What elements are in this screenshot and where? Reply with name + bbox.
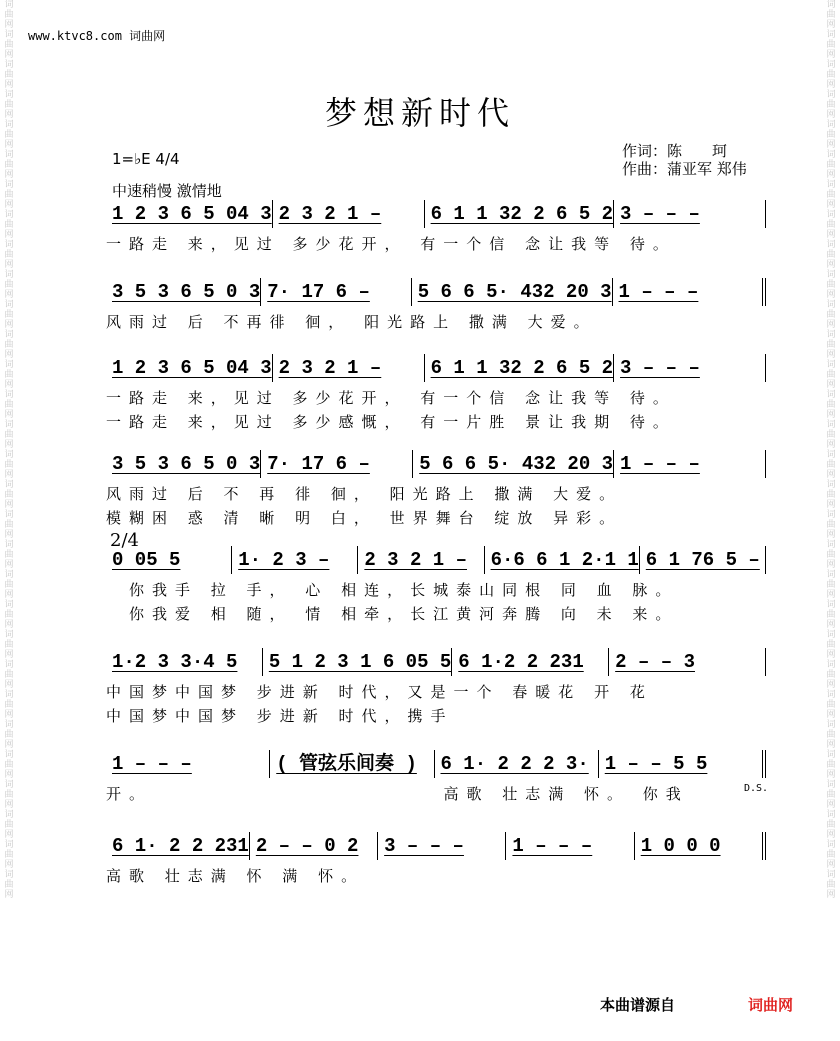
measure: 2 – – 0 2 [250, 832, 378, 860]
measure: 3 5 3 6 5 0 3 [106, 278, 261, 306]
measure: 5 6 6 5· 432 20 3 [413, 450, 614, 478]
measure: 1 – – – [506, 832, 634, 860]
composer: 作曲：蒲亚军 郑伟 [622, 160, 747, 178]
key-signature: 1=♭E 4/4 [112, 150, 180, 168]
staff-row [106, 200, 766, 228]
measure: 6 1· 2 2 2 3· [435, 750, 599, 778]
lyric-line: 开。 高歌 壮志满 怀。 你我 [106, 785, 689, 803]
measure: 6 1 1 32 2 6 5 2 [425, 354, 614, 382]
lyric-line: 一路走 来，见过 多少花开， 有一个信 念让我等 待。 [106, 389, 676, 407]
measure: 2 3 2 1 – [273, 354, 425, 382]
time-signature-change: 2/4 [110, 530, 139, 551]
staff-row [106, 354, 766, 382]
staff-row [106, 750, 766, 778]
measure: 3 5 3 6 5 0 3 [106, 450, 261, 478]
staff-row [106, 832, 766, 860]
lyric-line: 模糊困 惑 清 晰 明 白， 世界舞台 绽放 异彩。 [106, 509, 623, 527]
measure: 1· 2 3 – [232, 546, 358, 574]
measure: 6 1 76 5 – [640, 546, 766, 574]
measure: 3 – – – [614, 200, 766, 228]
staff-row [106, 450, 766, 478]
measure: 5 6 6 5· 432 20 3 [412, 278, 613, 306]
measure: 1 0 0 0 [635, 832, 766, 860]
measure: 3 – – – [378, 832, 506, 860]
measure: 5 1 2 3 1 6 05 5 [263, 648, 452, 676]
lyricist: 作词：陈 珂 [622, 142, 728, 160]
footer-brand: 词曲网 [748, 996, 794, 1014]
measure: 1·2 3 3·4 5 [106, 648, 263, 676]
lyric-line: 高歌 壮志满 怀 满 怀。 [106, 867, 365, 885]
measure: 6 1 1 32 2 6 5 2 [425, 200, 614, 228]
site-header: www.ktvc8.com 词曲网 [28, 29, 166, 43]
measure: 1 2 3 6 5 04 3 [106, 200, 273, 228]
measure: 1 – – – [106, 750, 270, 778]
lyric-line: 一路走 来，见过 多少感慨， 有一片胜 景让我期 待。 [106, 413, 676, 431]
measure: 7· 17 6 – [261, 450, 413, 478]
measure: 1 – – – [613, 278, 766, 306]
measure: 6·6 6 1 2·1 1 [485, 546, 640, 574]
measure: 2 3 2 1 – [358, 546, 484, 574]
footer-source: 本曲谱源自 [600, 996, 676, 1014]
watermark-left: 词曲网词曲网词曲网词曲网词曲网词曲网词曲网词曲网词曲网词曲网词曲网词曲网词曲网词曲网词曲网词曲网词曲网词曲网词曲网词曲网词曲网词曲网词曲网词曲网词曲网词曲网词曲网词曲网词曲网词曲网 [4, 0, 14, 900]
measure: 1 – – 5 5 [599, 750, 766, 778]
watermark-right: 词曲网词曲网词曲网词曲网词曲网词曲网词曲网词曲网词曲网词曲网词曲网词曲网词曲网词曲网词曲网词曲网词曲网词曲网词曲网词曲网词曲网词曲网词曲网词曲网词曲网词曲网词曲网词曲网词曲网词曲网 [826, 0, 836, 900]
staff-row [106, 278, 766, 306]
measure: 6 1· 2 2 231 [106, 832, 250, 860]
staff-row [106, 546, 766, 574]
lyric-line: 风雨过 后 不再徘 徊， 阳光路上 撒满 大爱。 [106, 313, 597, 331]
measure: ( 管弦乐间奏 ) [270, 750, 434, 778]
dal-segno-marking: D.S. [744, 783, 769, 794]
measure: 2 – – 3 [609, 648, 766, 676]
tempo-marking: 中速稍慢 激情地 [112, 182, 222, 200]
staff-row [106, 648, 766, 676]
measure: 1 2 3 6 5 04 3 [106, 354, 273, 382]
lyric-line: 一路走 来，见过 多少花开， 有一个信 念让我等 待。 [106, 235, 676, 253]
measure: 6 1·2 2 231 [452, 648, 609, 676]
measure: 3 – – – [614, 354, 766, 382]
lyric-line: 你我爱 相 随， 情 相牵，长江黄河奔腾 向 未 来。 [106, 605, 679, 623]
measure: 7· 17 6 – [261, 278, 411, 306]
lyric-line: 中国梦中国梦 步进新 时代，携手 [106, 707, 454, 725]
lyric-line: 风雨过 后 不 再 徘 徊， 阳光路上 撒满 大爱。 [106, 485, 623, 503]
measure: 0 05 5 [106, 546, 232, 574]
measure: 2 3 2 1 – [273, 200, 425, 228]
lyric-line: 你我手 拉 手， 心 相连，长城泰山同根 同 血 脉。 [106, 581, 679, 599]
lyric-line: 中国梦中国梦 步进新 时代，又是一个 春暖花 开 花 [106, 683, 653, 701]
credits [622, 142, 747, 178]
song-title: 梦想新时代 [324, 94, 515, 132]
measure: 1 – – – [614, 450, 766, 478]
